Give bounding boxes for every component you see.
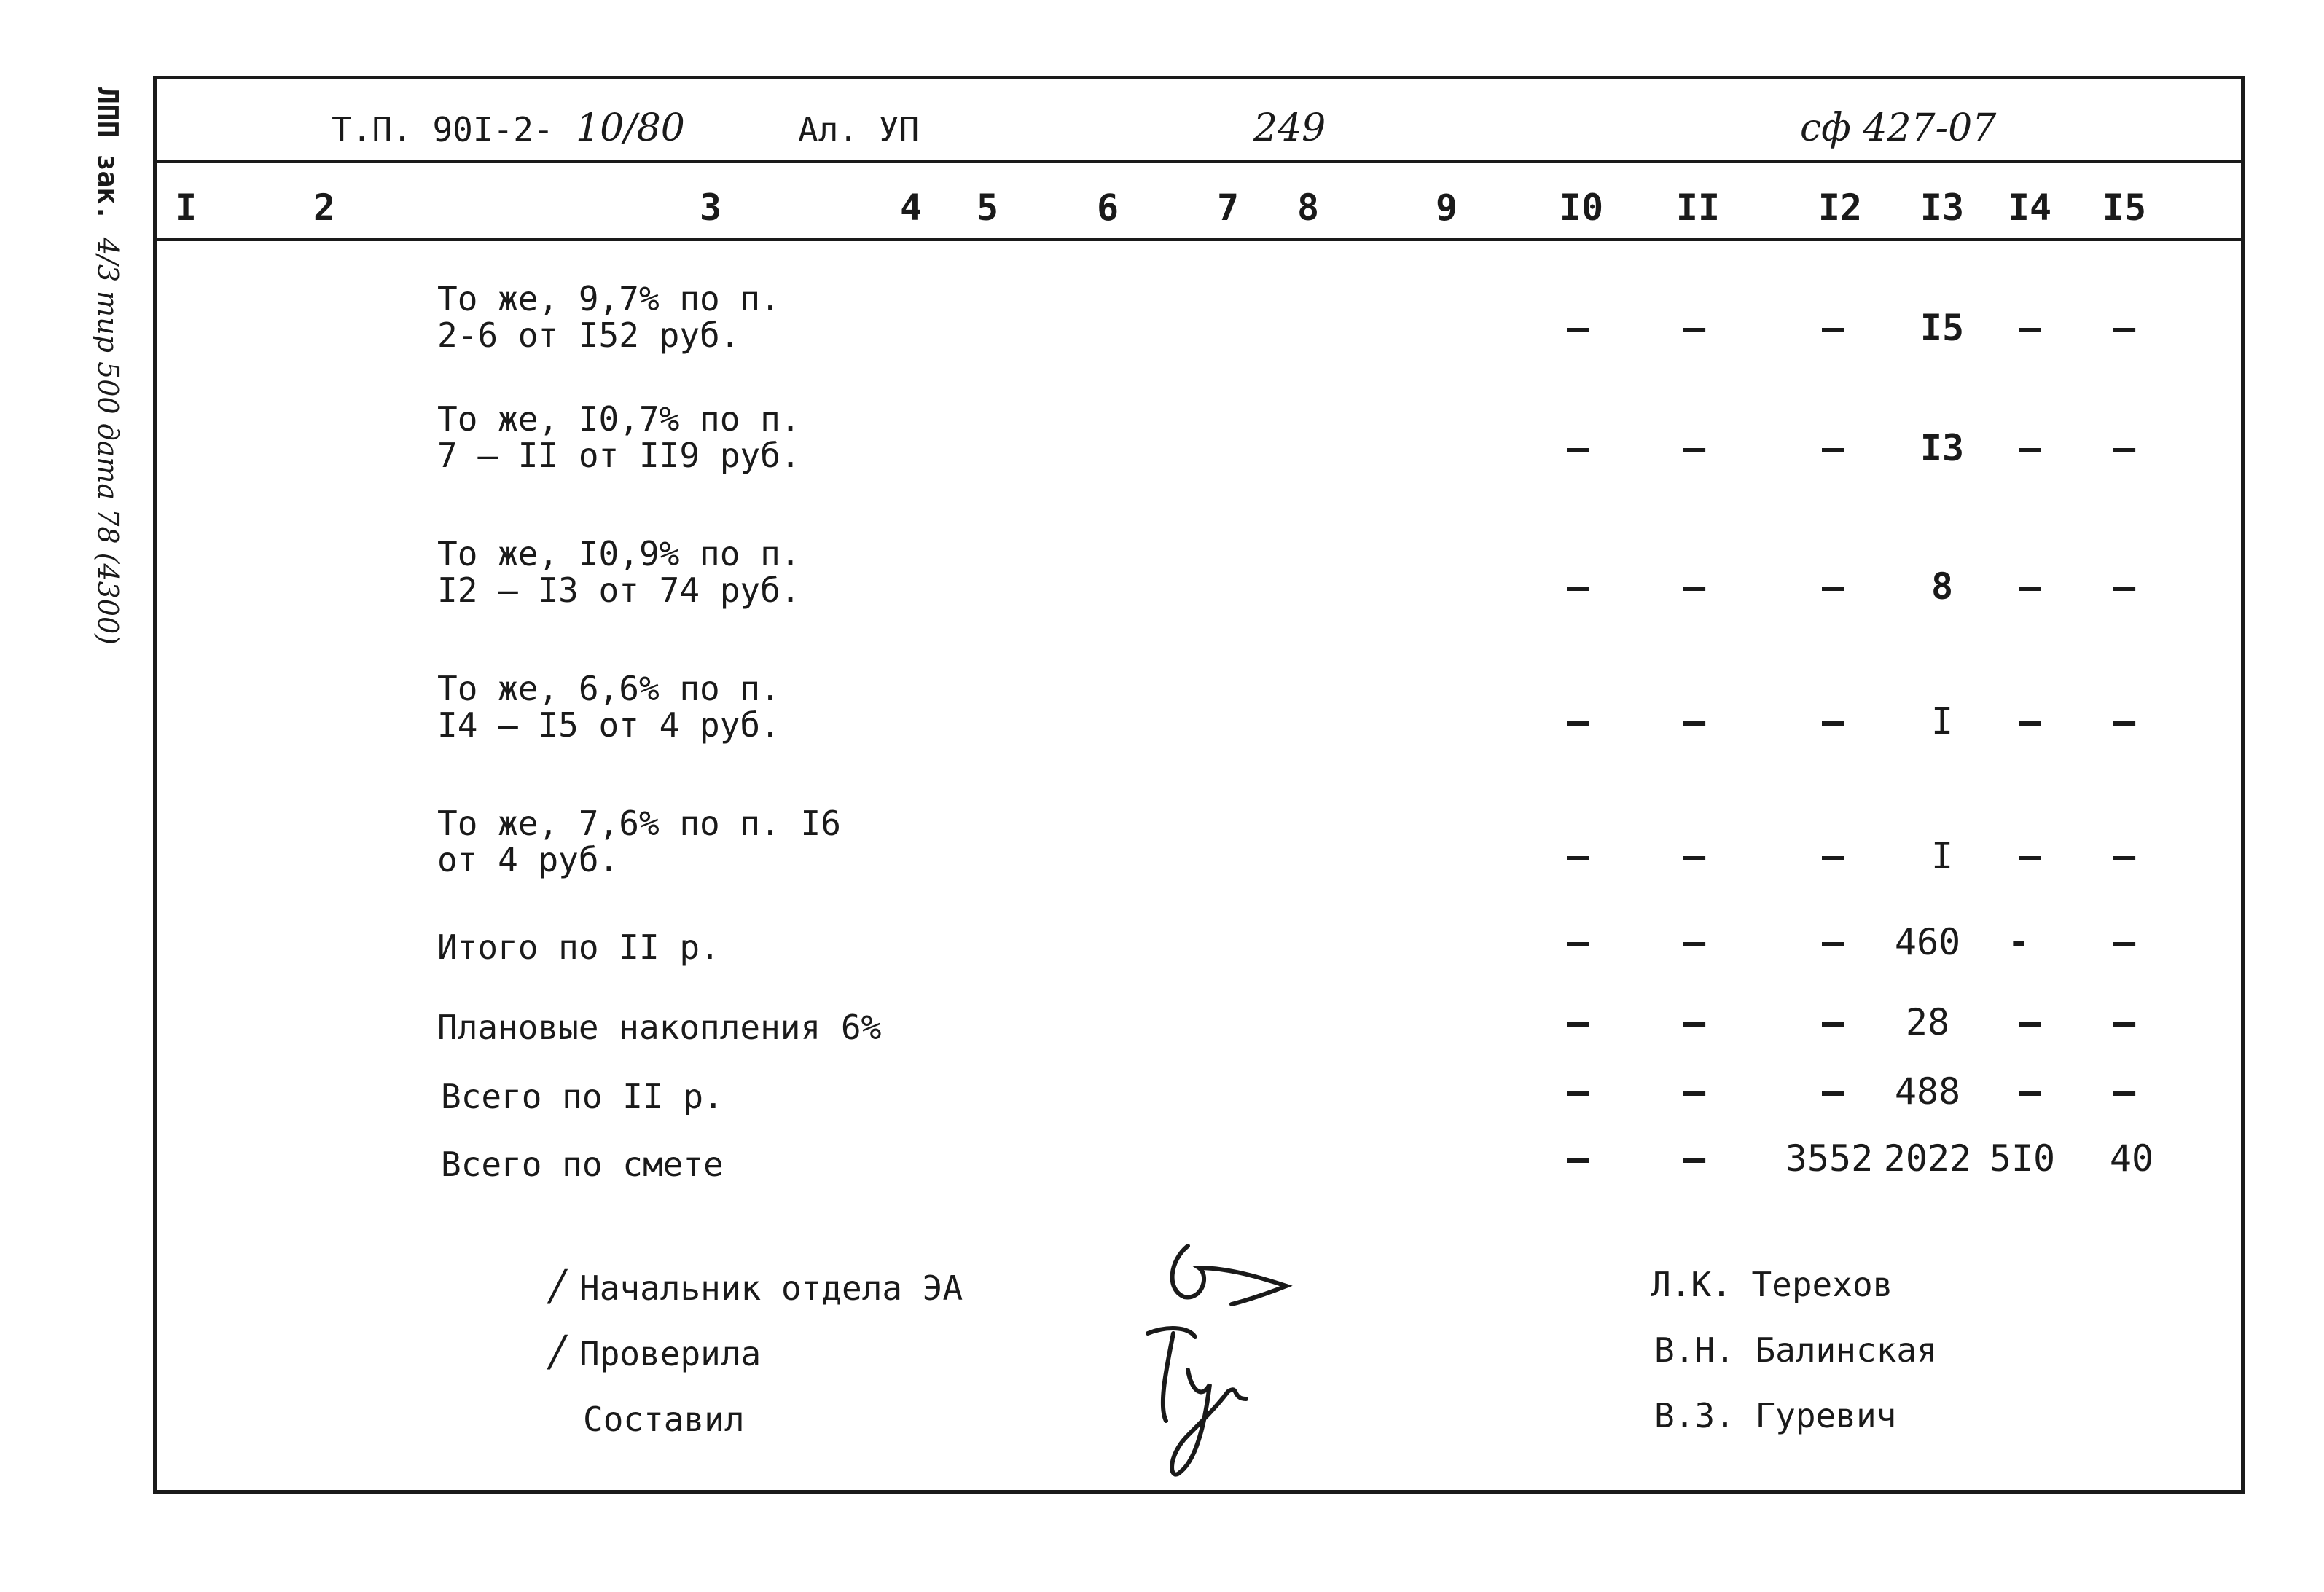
- row-7-col-11: –: [1683, 1001, 1706, 1043]
- column-header-8: 8: [1296, 187, 1320, 229]
- row-9-col-10: –: [1566, 1137, 1589, 1180]
- row-1-col-10: –: [1566, 307, 1589, 349]
- row-5-description: [437, 805, 841, 878]
- column-header-5: 5: [976, 187, 999, 229]
- signature-name-3: В.З. Гуревич: [1654, 1396, 1897, 1435]
- row-4-col-13: I: [1930, 700, 1954, 742]
- side-stamp: [92, 87, 124, 645]
- row-5-col-10: –: [1566, 835, 1589, 877]
- signature-role-2: Проверила: [579, 1334, 762, 1373]
- row-1-col-14: –: [2018, 307, 2041, 349]
- signature-role-1: Начальник отдела ЭА: [579, 1268, 963, 1308]
- row-8-col-11: –: [1683, 1070, 1706, 1113]
- column-header-6: 6: [1096, 187, 1119, 229]
- row-2-description: [437, 401, 801, 474]
- row-1-description: [437, 281, 780, 353]
- column-header-7: 7: [1216, 187, 1240, 229]
- row-9-col-13: 2022: [1883, 1137, 1972, 1180]
- sheet-code: сф 427-07: [1800, 106, 1997, 150]
- row-7-col-13: 28: [1905, 1001, 1950, 1043]
- row-8-description: Всего по II р.: [441, 1077, 724, 1116]
- row-1-line-2: 2-6 от I52 руб.: [437, 315, 740, 355]
- column-header-2: 2: [313, 187, 336, 229]
- album-label: Ал. УП: [798, 110, 920, 149]
- row-8-col-12: –: [1821, 1070, 1844, 1113]
- row-7-col-15: –: [2113, 1001, 2136, 1043]
- row-6-col-15: –: [2113, 921, 2136, 963]
- row-3-line-1: То же, I0,9% по п.: [437, 534, 801, 573]
- row-3-description: [437, 536, 801, 608]
- project-number: 10/80: [576, 106, 685, 150]
- column-header-4: 4: [899, 187, 923, 229]
- column-header-3: 3: [699, 187, 722, 229]
- row-2-col-10: –: [1566, 427, 1589, 469]
- row-8-col-10: –: [1566, 1070, 1589, 1113]
- project-prefix: Т.П. 90I-2-: [332, 110, 554, 149]
- row-7-col-12: –: [1821, 1001, 1844, 1043]
- row-4-line-2: I4 – I5 от 4 руб.: [437, 705, 780, 745]
- signature-name-1: Л.К. Терехов: [1651, 1265, 1893, 1304]
- side-stamp-handwritten: 4/3 тир 500 дата 78 (4300): [92, 237, 124, 645]
- row-3-col-12: –: [1821, 565, 1844, 608]
- row-5-col-13: I: [1930, 835, 1954, 877]
- row-5-line-1: То же, 7,6% по п. I6: [437, 804, 841, 843]
- column-header-15: I5: [2102, 187, 2147, 229]
- row-8-col-14: –: [2018, 1070, 2041, 1113]
- slash-mark-1: /: [550, 1260, 565, 1310]
- row-4-description: [437, 670, 780, 743]
- signature-name-2: В.Н. Балинская: [1654, 1330, 1937, 1370]
- row-9-col-11: –: [1683, 1137, 1706, 1180]
- row-5-col-11: –: [1683, 835, 1706, 877]
- side-stamp-printed: ЛПП зак.: [92, 87, 124, 221]
- row-9-col-15: 40: [2109, 1137, 2154, 1180]
- signature-role-3: Составил: [583, 1400, 745, 1439]
- row-3-col-15: –: [2113, 565, 2136, 608]
- row-3-col-14: –: [2018, 565, 2041, 608]
- row-4-col-12: –: [1821, 700, 1844, 742]
- row-5-col-15: –: [2113, 835, 2136, 877]
- slash-mark-2: /: [550, 1326, 565, 1376]
- row-3-col-10: –: [1566, 565, 1589, 608]
- row-6-col-12: –: [1821, 921, 1844, 963]
- row-5-col-12: –: [1821, 835, 1844, 877]
- column-header-13: I3: [1920, 187, 1965, 229]
- row-2-col-12: –: [1821, 427, 1844, 469]
- row-6-description: Итого по II р.: [437, 928, 720, 967]
- row-2-col-13: I3: [1920, 427, 1965, 469]
- row-5-line-2: от 4 руб.: [437, 840, 619, 879]
- row-2-col-11: –: [1683, 427, 1706, 469]
- row-4-col-10: –: [1566, 700, 1589, 742]
- row-2-line-2: 7 – II от II9 руб.: [437, 436, 801, 475]
- row-6-col-10: –: [1566, 921, 1589, 963]
- row-1-col-15: –: [2113, 307, 2136, 349]
- row-7-description: Плановые накопления 6%: [437, 1008, 882, 1047]
- row-8-col-13: 488: [1894, 1070, 1961, 1113]
- column-header-14: I4: [2007, 187, 2052, 229]
- row-4-col-15: –: [2113, 700, 2136, 742]
- column-header-1: I: [174, 187, 197, 229]
- row-9-col-12: 3552: [1785, 1137, 1874, 1180]
- row-1-line-1: То же, 9,7% по п.: [437, 279, 780, 318]
- row-7-col-14: –: [2018, 1001, 2041, 1043]
- row-6-col-13: 460: [1894, 921, 1961, 963]
- column-header-10: I0: [1559, 187, 1604, 229]
- row-9-col-14: 5I0: [1989, 1137, 2056, 1180]
- row-1-col-13: I5: [1920, 307, 1965, 349]
- row-2-line-1: То же, I0,7% по п.: [437, 399, 801, 439]
- column-header-divider: [156, 238, 2242, 241]
- row-9-description: Всего по смете: [441, 1145, 724, 1184]
- row-6-col-11: –: [1683, 921, 1706, 963]
- handwritten-signature-2: [1137, 1311, 1268, 1486]
- row-7-col-10: –: [1566, 1001, 1589, 1043]
- row-1-col-11: –: [1683, 307, 1706, 349]
- row-5-col-14: –: [2018, 835, 2041, 877]
- row-4-col-11: –: [1683, 700, 1706, 742]
- row-3-line-2: I2 – I3 от 74 руб.: [437, 570, 801, 610]
- row-4-line-1: То же, 6,6% по п.: [437, 669, 780, 708]
- row-2-col-15: –: [2113, 427, 2136, 469]
- row-4-col-14: –: [2018, 700, 2041, 742]
- column-header-12: I2: [1818, 187, 1863, 229]
- page-number: 249: [1253, 106, 1326, 150]
- column-header-11: II: [1675, 187, 1721, 229]
- row-3-col-13: 8: [1930, 565, 1954, 608]
- row-6-col-14: -: [2007, 921, 2030, 963]
- row-3-col-11: –: [1683, 565, 1706, 608]
- row-1-col-12: –: [1821, 307, 1844, 349]
- row-8-col-15: –: [2113, 1070, 2136, 1113]
- row-2-col-14: –: [2018, 427, 2041, 469]
- column-header-9: 9: [1435, 187, 1458, 229]
- header-divider: [156, 160, 2242, 163]
